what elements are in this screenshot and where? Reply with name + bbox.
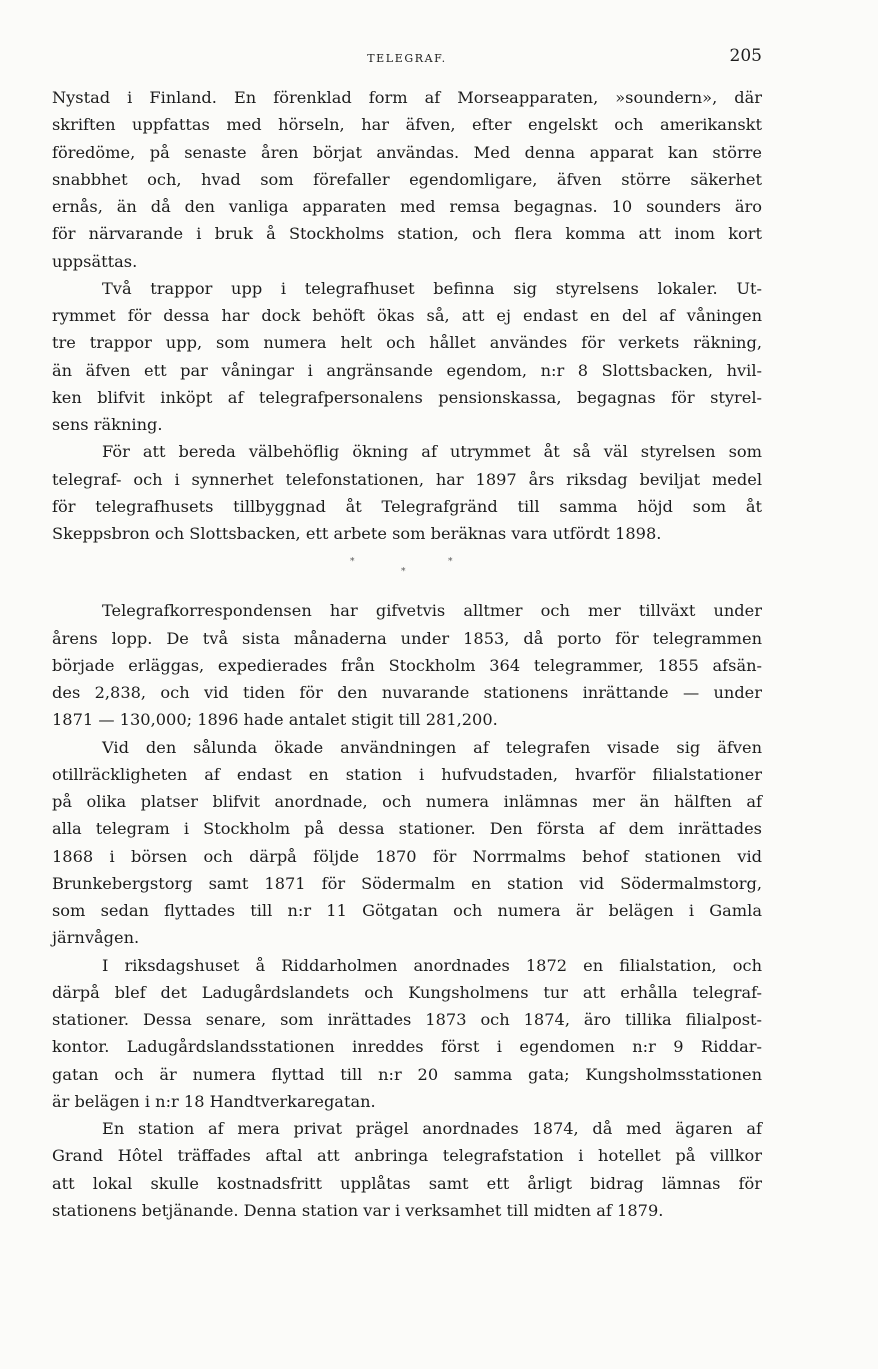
text-line: Grand Hôtel träffades aftal att anbringa telegrafstation i hotellet på villkor bbox=[52, 1146, 762, 1166]
text-line: Brunkebergstorg samt 1871 för Södermalm en station vid Södermalmstorg, bbox=[52, 873, 762, 893]
text-line: därpå blef det Ladugårdslandets och Kungsholmens tur att erhålla telegraf- bbox=[52, 982, 762, 1002]
text-line: Nystad i Finland. En förenklad form af Morseapparaten, »soundern», där bbox=[52, 88, 762, 107]
running-title: TELEGRAF. bbox=[367, 52, 447, 65]
text-line: ernås, än då den vanliga apparaten med remsa begagnas. 10 sounders äro bbox=[52, 197, 762, 216]
paragraph bbox=[52, 438, 762, 547]
text-line: des 2,838, och vid tiden för den nuvarande stationens inrättande — under bbox=[52, 683, 762, 702]
text-line: Två trappor upp i telegrafhuset befinna sig styrelsens lokaler. Ut- bbox=[102, 278, 762, 298]
text-line: telegraf- och i synnerhet telefonstationen, har 1897 års riksdag beviljat medel bbox=[52, 469, 762, 489]
text-line: 1871 — 130,000; 1896 hade antalet stigit till 281,200. bbox=[52, 710, 498, 730]
text-line: att lokal skulle kostnadsfritt upplåtas samt ett årligt bidrag lämnas för bbox=[52, 1173, 762, 1193]
text-line: som sedan flyttades till n:r 11 Götgatan och numera är belägen i Gamla bbox=[52, 901, 762, 920]
text-line: ken blifvit inköpt af telegrafpersonalens pensionskassa, begagnas för styrel- bbox=[52, 387, 762, 407]
text-line: föredöme, på senaste åren börjat användas. Med denna apparat kan större bbox=[52, 142, 762, 162]
text-line: En station af mera privat prägel anordnades 1874, då med ägaren af bbox=[102, 1119, 762, 1138]
text-line: än äfven ett par våningar i angränsande egendom, n:r 8 Slottsbacken, hvil- bbox=[52, 360, 762, 380]
text-line: är belägen i n:r 18 Handtverkaregatan. bbox=[52, 1091, 376, 1111]
text-line: rymmet för dessa har dock behöft ökas så, att ej endast en del af våningen bbox=[52, 306, 762, 325]
text-line: tre trappor upp, som numera helt och hållet användes för verkets räkning, bbox=[52, 333, 762, 353]
text-line: Telegrafkorrespondensen har gifvetvis alltmer och mer tillväxt under bbox=[102, 601, 762, 621]
text-line: började erläggas, expedierades från Stockholm 364 telegrammer, 1855 afsän- bbox=[52, 655, 762, 675]
text-line: gatan och är numera flyttad till n:r 20 samma gata; Kungsholmsstationen bbox=[52, 1064, 762, 1084]
asterism-star: * bbox=[401, 567, 406, 578]
paragraph bbox=[52, 275, 762, 439]
text-line: skriften uppfattas med hörseln, har äfven, efter engelskt och amerikanskt bbox=[52, 115, 762, 135]
text-line: För att bereda välbehöflig ökning af utrymmet åt så väl styrelsen som bbox=[102, 442, 762, 462]
text-line: för närvarande i bruk å Stockholms station, och flera komma att inom kort bbox=[52, 224, 762, 244]
paragraph bbox=[52, 84, 762, 275]
text-line: på olika platser blifvit anordnade, och numera inlämnas mer än hälften af bbox=[52, 792, 762, 811]
paragraph bbox=[52, 952, 762, 1116]
text-line: snabbhet och, hvad som förefaller egendomligare, äfven större säkerhet bbox=[52, 169, 762, 189]
asterism-star: * bbox=[350, 557, 355, 568]
text-line: järnvågen. bbox=[52, 928, 140, 948]
text-line: I riksdagshuset å Riddarholmen anordnades 1872 en filialstation, och bbox=[102, 955, 762, 975]
page-body bbox=[52, 84, 762, 1224]
text-line: sens räkning. bbox=[52, 415, 163, 434]
text-line: uppsättas. bbox=[52, 251, 138, 271]
text-line: årens lopp. De två sista månaderna under 1853, då porto för telegrammen bbox=[52, 628, 762, 648]
paragraph bbox=[52, 1115, 762, 1224]
page-number: 205 bbox=[729, 46, 762, 66]
text-line: kontor. Ladugårdslandsstationen inreddes först i egendomen n:r 9 Riddar- bbox=[52, 1037, 762, 1057]
paragraph bbox=[52, 597, 762, 733]
paragraph bbox=[52, 734, 762, 952]
text-line: Vid den sålunda ökade användningen af telegrafen visade sig äfven bbox=[102, 737, 762, 757]
asterism-star: * bbox=[448, 557, 453, 568]
text-line: för telegrafhusets tillbyggnad åt Telegrafgränd till samma höjd som åt bbox=[52, 496, 762, 516]
text-line: stationens betjänande. Denna station var i verksamhet till midten af 1879. bbox=[52, 1200, 664, 1220]
text-line: 1868 i börsen och därpå följde 1870 för Norrmalms behof stationen vid bbox=[52, 846, 762, 866]
text-line: otillräckligheten af endast en station i hufvudstaden, hvarför filialstationer bbox=[52, 764, 762, 784]
section-divider bbox=[52, 547, 762, 597]
running-head bbox=[52, 46, 762, 70]
text-line: stationer. Dessa senare, som inrättades 1873 och 1874, äro tillika filialpost- bbox=[52, 1010, 762, 1029]
text-line: alla telegram i Stockholm på dessa stationer. Den första af dem inrättades bbox=[52, 819, 762, 839]
text-line: Skeppsbron och Slottsbacken, ett arbete som beräknas vara utfördt 1898. bbox=[52, 524, 662, 543]
